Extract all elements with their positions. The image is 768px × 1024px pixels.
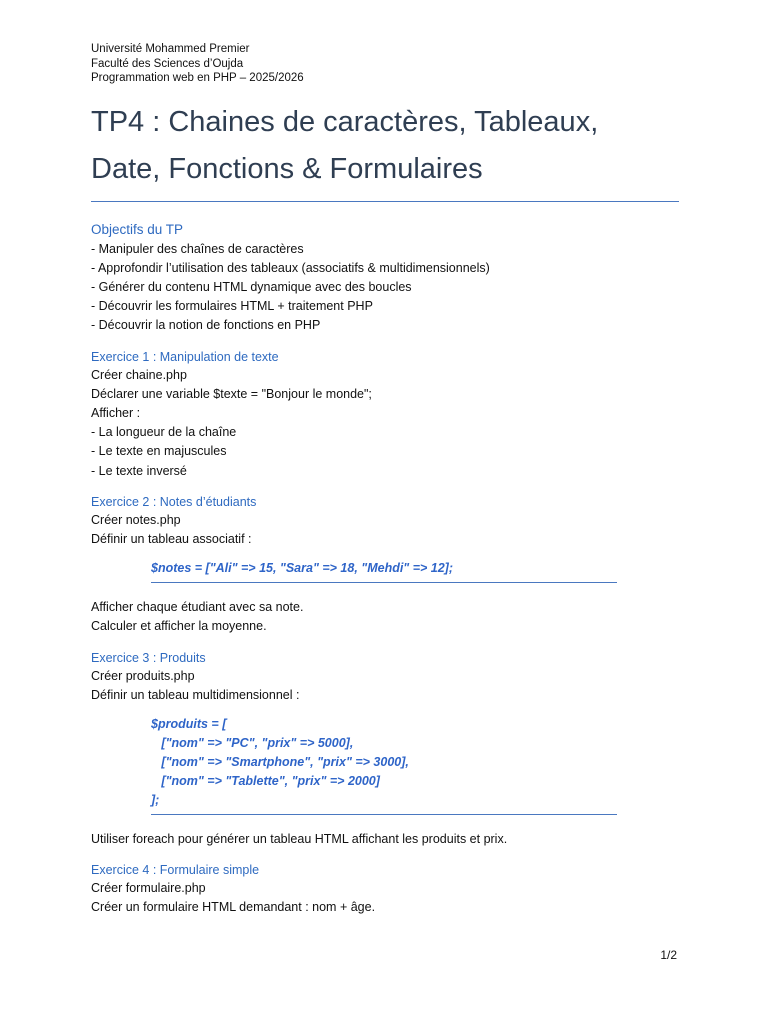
code-line: ["nom" => "Tablette", "prix" => 2000]: [151, 773, 380, 788]
title-divider: [91, 201, 679, 202]
exercise-1-line: - Le texte en majuscules: [91, 444, 227, 459]
objective-item: - Manipuler des chaînes de caractères: [91, 241, 304, 256]
exercise-1: [91, 348, 679, 481]
code-line: $notes = ["Ali" => 15, "Sara" => 18, "Mehdi" => 12];: [151, 561, 454, 576]
objectives-section: [91, 221, 679, 336]
exercise-3-line: Définir un tableau multidimensionnel :: [91, 687, 300, 702]
exercise-4: [91, 861, 679, 917]
exercise-2-heading: Exercice 2 : Notes d’étudiants: [91, 494, 257, 509]
code-line: ["nom" => "PC", "prix" => 5000],: [151, 735, 354, 750]
exercise-2-line: Afficher chaque étudiant avec sa note.: [91, 600, 304, 615]
code-line: ["nom" => "Smartphone", "prix" => 3000],: [151, 754, 409, 769]
exercise-4-line: Créer un formulaire HTML demandant : nom + âge.: [91, 900, 376, 915]
title-line-1: TP4 : Chaines de caractères, Tableaux,: [91, 105, 599, 138]
exercise-1-line: Déclarer une variable $texte = "Bonjour le monde";: [91, 386, 372, 401]
code-line: $produits = [: [151, 716, 227, 731]
university-name: Université Mohammed Premier: [91, 43, 250, 55]
faculty-name: Faculté des Sciences d’Oujda: [91, 57, 244, 70]
exercise-2-line: Calculer et afficher la moyenne.: [91, 619, 267, 634]
objective-item: - Découvrir la notion de fonctions en PHP: [91, 318, 321, 333]
exercise-1-line: - La longueur de la chaîne: [91, 425, 237, 440]
exercise-2-line: Définir un tableau associatif :: [91, 531, 252, 546]
exercise-3-line: Créer produits.php: [91, 668, 195, 683]
code-line: ];: [151, 792, 160, 807]
course-name: Programmation web en PHP – 2025/2026: [91, 72, 304, 84]
exercise-3-code: [151, 712, 617, 815]
title-line-2: Date, Fonctions & Formulaires: [91, 152, 483, 185]
document-page: [91, 42, 679, 918]
exercise-4-heading: Exercice 4 : Formulaire simple: [91, 863, 260, 878]
exercise-3-line: Utiliser foreach pour générer un tableau HTML affichant les produits et prix.: [91, 831, 508, 846]
exercise-2-code: [151, 556, 617, 583]
exercise-1-line: - Le texte inversé: [91, 463, 187, 478]
objective-item: - Approfondir l’utilisation des tableaux (associatifs & multidimensionnels): [91, 260, 490, 275]
exercise-1-heading: Exercice 1 : Manipulation de texte: [91, 349, 279, 364]
objective-item: - Générer du contenu HTML dynamique avec des boucles: [91, 279, 412, 294]
exercise-1-line: Afficher :: [91, 405, 141, 420]
exercise-4-line: Créer formulaire.php: [91, 881, 206, 896]
page-number: 1/2: [660, 948, 677, 962]
objective-item: - Découvrir les formulaires HTML + traitement PHP: [91, 299, 373, 314]
exercise-3-heading: Exercice 3 : Produits: [91, 650, 206, 665]
exercise-1-line: Créer chaine.php: [91, 367, 187, 382]
document-header: [91, 42, 679, 86]
exercise-2: [91, 493, 679, 637]
exercise-2-line: Créer notes.php: [91, 512, 181, 527]
objectives-heading: Objectifs du TP: [91, 221, 184, 237]
exercise-3: [91, 649, 679, 850]
document-title: [91, 99, 679, 193]
